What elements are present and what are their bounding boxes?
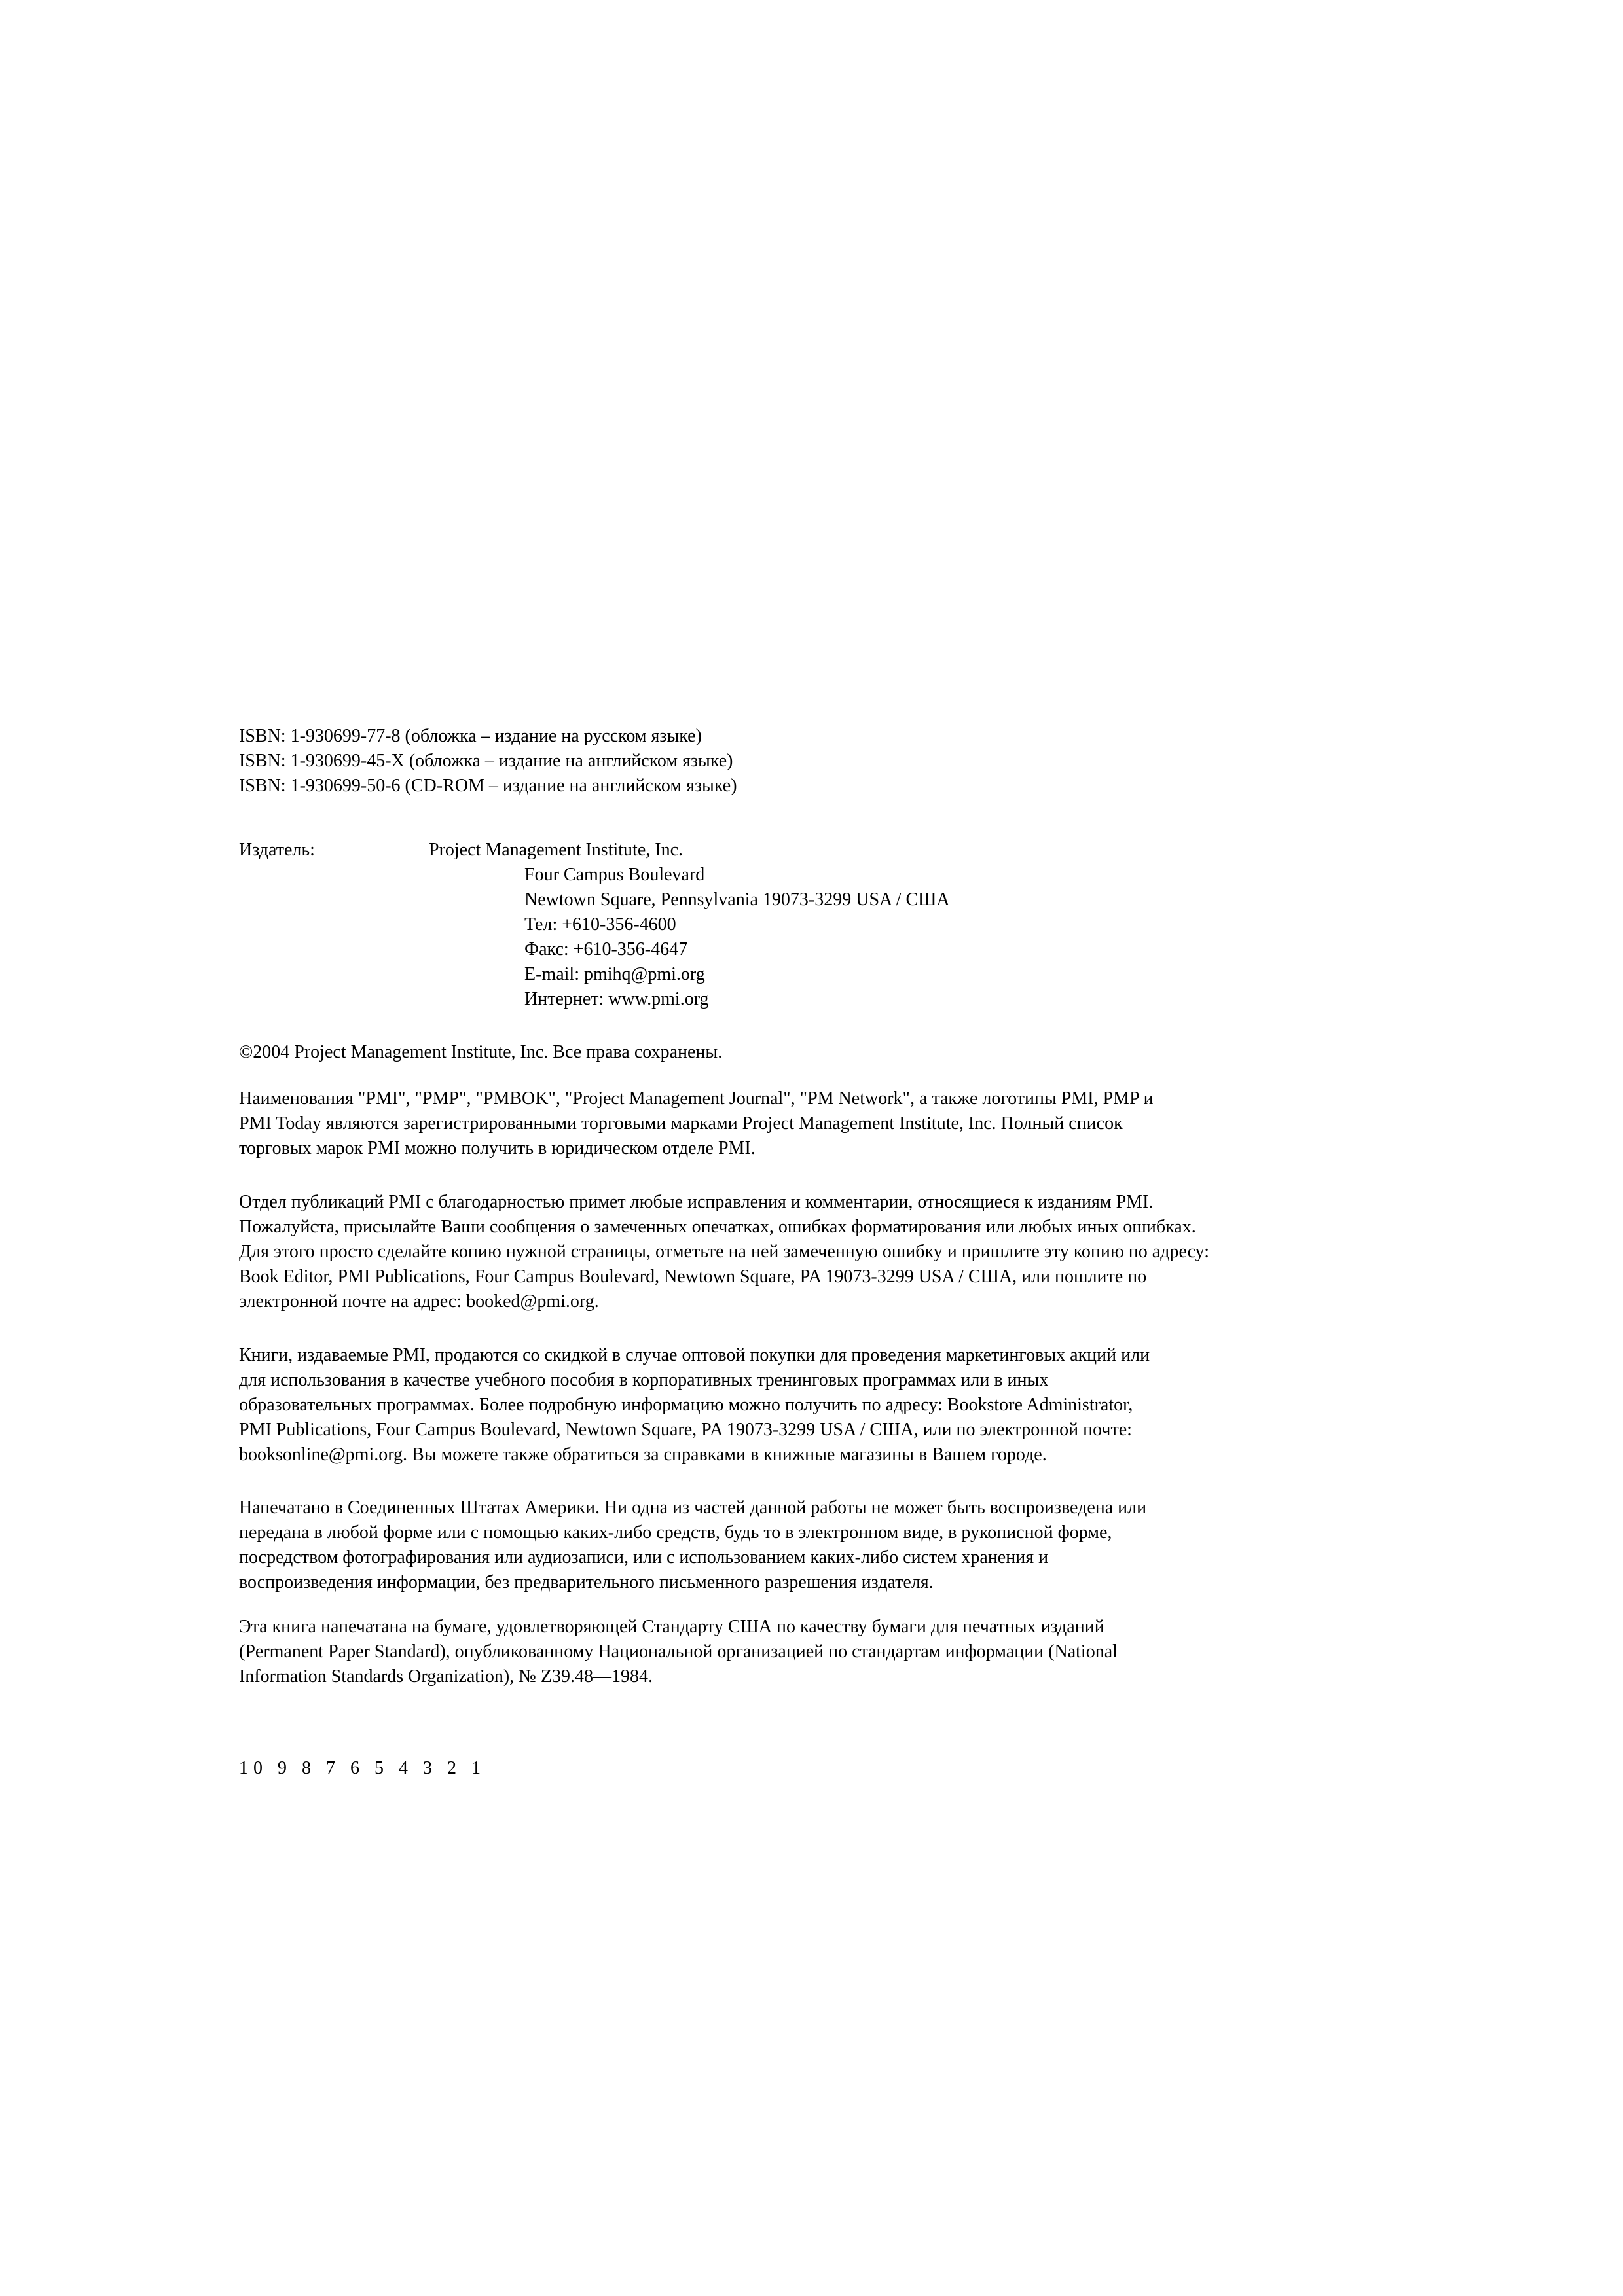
- paragraph-line: Отдел публикаций PMI с благодарностью примет любые исправления и комментарии, относящиеся к изданиям PMI.: [239, 1192, 1154, 1212]
- publisher-name: Project Management Institute, Inc.: [429, 840, 683, 860]
- publisher-email: E-mail: pmihq@pmi.org: [524, 964, 705, 984]
- publisher-address: [524, 863, 950, 1012]
- paragraph-line: посредством фотографирования или аудиозаписи, или с использованием каких-либо систем хранения и: [239, 1547, 1049, 1568]
- paragraph-line: воспроизведения информации, без предварительного письменного разрешения издателя.: [239, 1572, 934, 1592]
- printer-key-numbers: 10 9 8 7 6 5 4 3 2 1: [239, 1758, 486, 1778]
- paragraph-line: PMI Today являются зарегистрированными торговыми марками Project Management Institute, Inc. Полный список: [239, 1113, 1123, 1134]
- isbn-english-cdrom: ISBN: 1-930699-50-6 (CD-ROM – издание на английском языке): [239, 776, 737, 796]
- paragraph-line: (Permanent Paper Standard), опубликованному Национальной организацией по стандартам информации (National: [239, 1641, 1118, 1662]
- publisher-city: Newtown Square, Pennsylvania 19073-3299 USA / США: [524, 889, 950, 910]
- isbn-block: [239, 724, 1417, 798]
- trademarks-paragraph: [239, 1086, 1417, 1161]
- paragraph-line: для использования в качестве учебного пособия в корпоративных тренинговых программах или в иных: [239, 1370, 1049, 1390]
- errata-paragraph: [239, 1190, 1417, 1314]
- paragraph-line: Для этого просто сделайте копию нужной страницы, отметьте на ней замеченную ошибку и пришлите эту копию по адресу:: [239, 1242, 1210, 1262]
- paragraph-line: Книги, издаваемые PMI, продаются со скидкой в случае оптовой покупки для проведения маркетинговых акций или: [239, 1345, 1150, 1365]
- paragraph-line: образовательных программах. Более подробную информацию можно получить по адресу: Bookstore Administrator,: [239, 1395, 1133, 1415]
- paper-standard-paragraph: [239, 1615, 1417, 1689]
- printer-key-line: [239, 1756, 1417, 1781]
- paragraph-line: Наименования "PMI", "PMP", "PMBOK", "Project Management Journal", "PM Network", а также логотипы PMI, PMP и: [239, 1088, 1154, 1109]
- paragraph-line: Пожалуйста, присылайте Ваши сообщения о замеченных опечатках, ошибках форматирования или любых иных ошибках.: [239, 1217, 1196, 1237]
- paragraph-line: Эта книга напечатана на бумаге, удовлетворяющей Стандарту США по качеству бумаги для печатных изданий: [239, 1617, 1104, 1637]
- paragraph-line: Information Standards Organization), № Z39.48—1984.: [239, 1666, 653, 1687]
- paragraph-line: передана в любой форме или с помощью каких-либо средств, будь то в электронном виде, в рукописной форме,: [239, 1522, 1112, 1543]
- copyright-notice: [239, 1040, 1417, 1065]
- paragraph-line: PMI Publications, Four Campus Boulevard, Newtown Square, PA 19073-3299 USA / США, или по электронной почте:: [239, 1420, 1132, 1440]
- isbn-english-cover: ISBN: 1-930699-45-X (обложка – издание на английском языке): [239, 751, 733, 771]
- printed-in-usa-paragraph: [239, 1496, 1417, 1595]
- paragraph-line: торговых марок PMI можно получить в юридическом отделе PMI.: [239, 1138, 756, 1158]
- isbn-russian-cover: ISBN: 1-930699-77-8 (обложка – издание на русском языке): [239, 726, 702, 746]
- publisher-fax: Факс: +610-356-4647: [524, 939, 688, 960]
- publisher-phone: Тел: +610-356-4600: [524, 914, 676, 935]
- paragraph-line: Book Editor, PMI Publications, Four Campus Boulevard, Newtown Square, PA 19073-3299 USA / США, или пошлите по: [239, 1266, 1147, 1287]
- publisher-label: Издатель:: [239, 840, 315, 860]
- publisher-website: Интернет: www.pmi.org: [524, 989, 709, 1009]
- paragraph-line: электронной почте на адрес: booked@pmi.org.: [239, 1291, 599, 1312]
- paragraph-line: booksonline@pmi.org. Вы можете также обратиться за справками в книжные магазины в Вашем городе.: [239, 1444, 1047, 1465]
- copyright-line: ©2004 Project Management Institute, Inc. Все права сохранены.: [239, 1042, 723, 1062]
- paragraph-line: Напечатано в Соединенных Штатах Америки. Ни одна из частей данной работы не может быть воспроизведена или: [239, 1498, 1147, 1518]
- bulk-sales-paragraph: [239, 1343, 1417, 1467]
- publisher-street: Four Campus Boulevard: [524, 865, 705, 885]
